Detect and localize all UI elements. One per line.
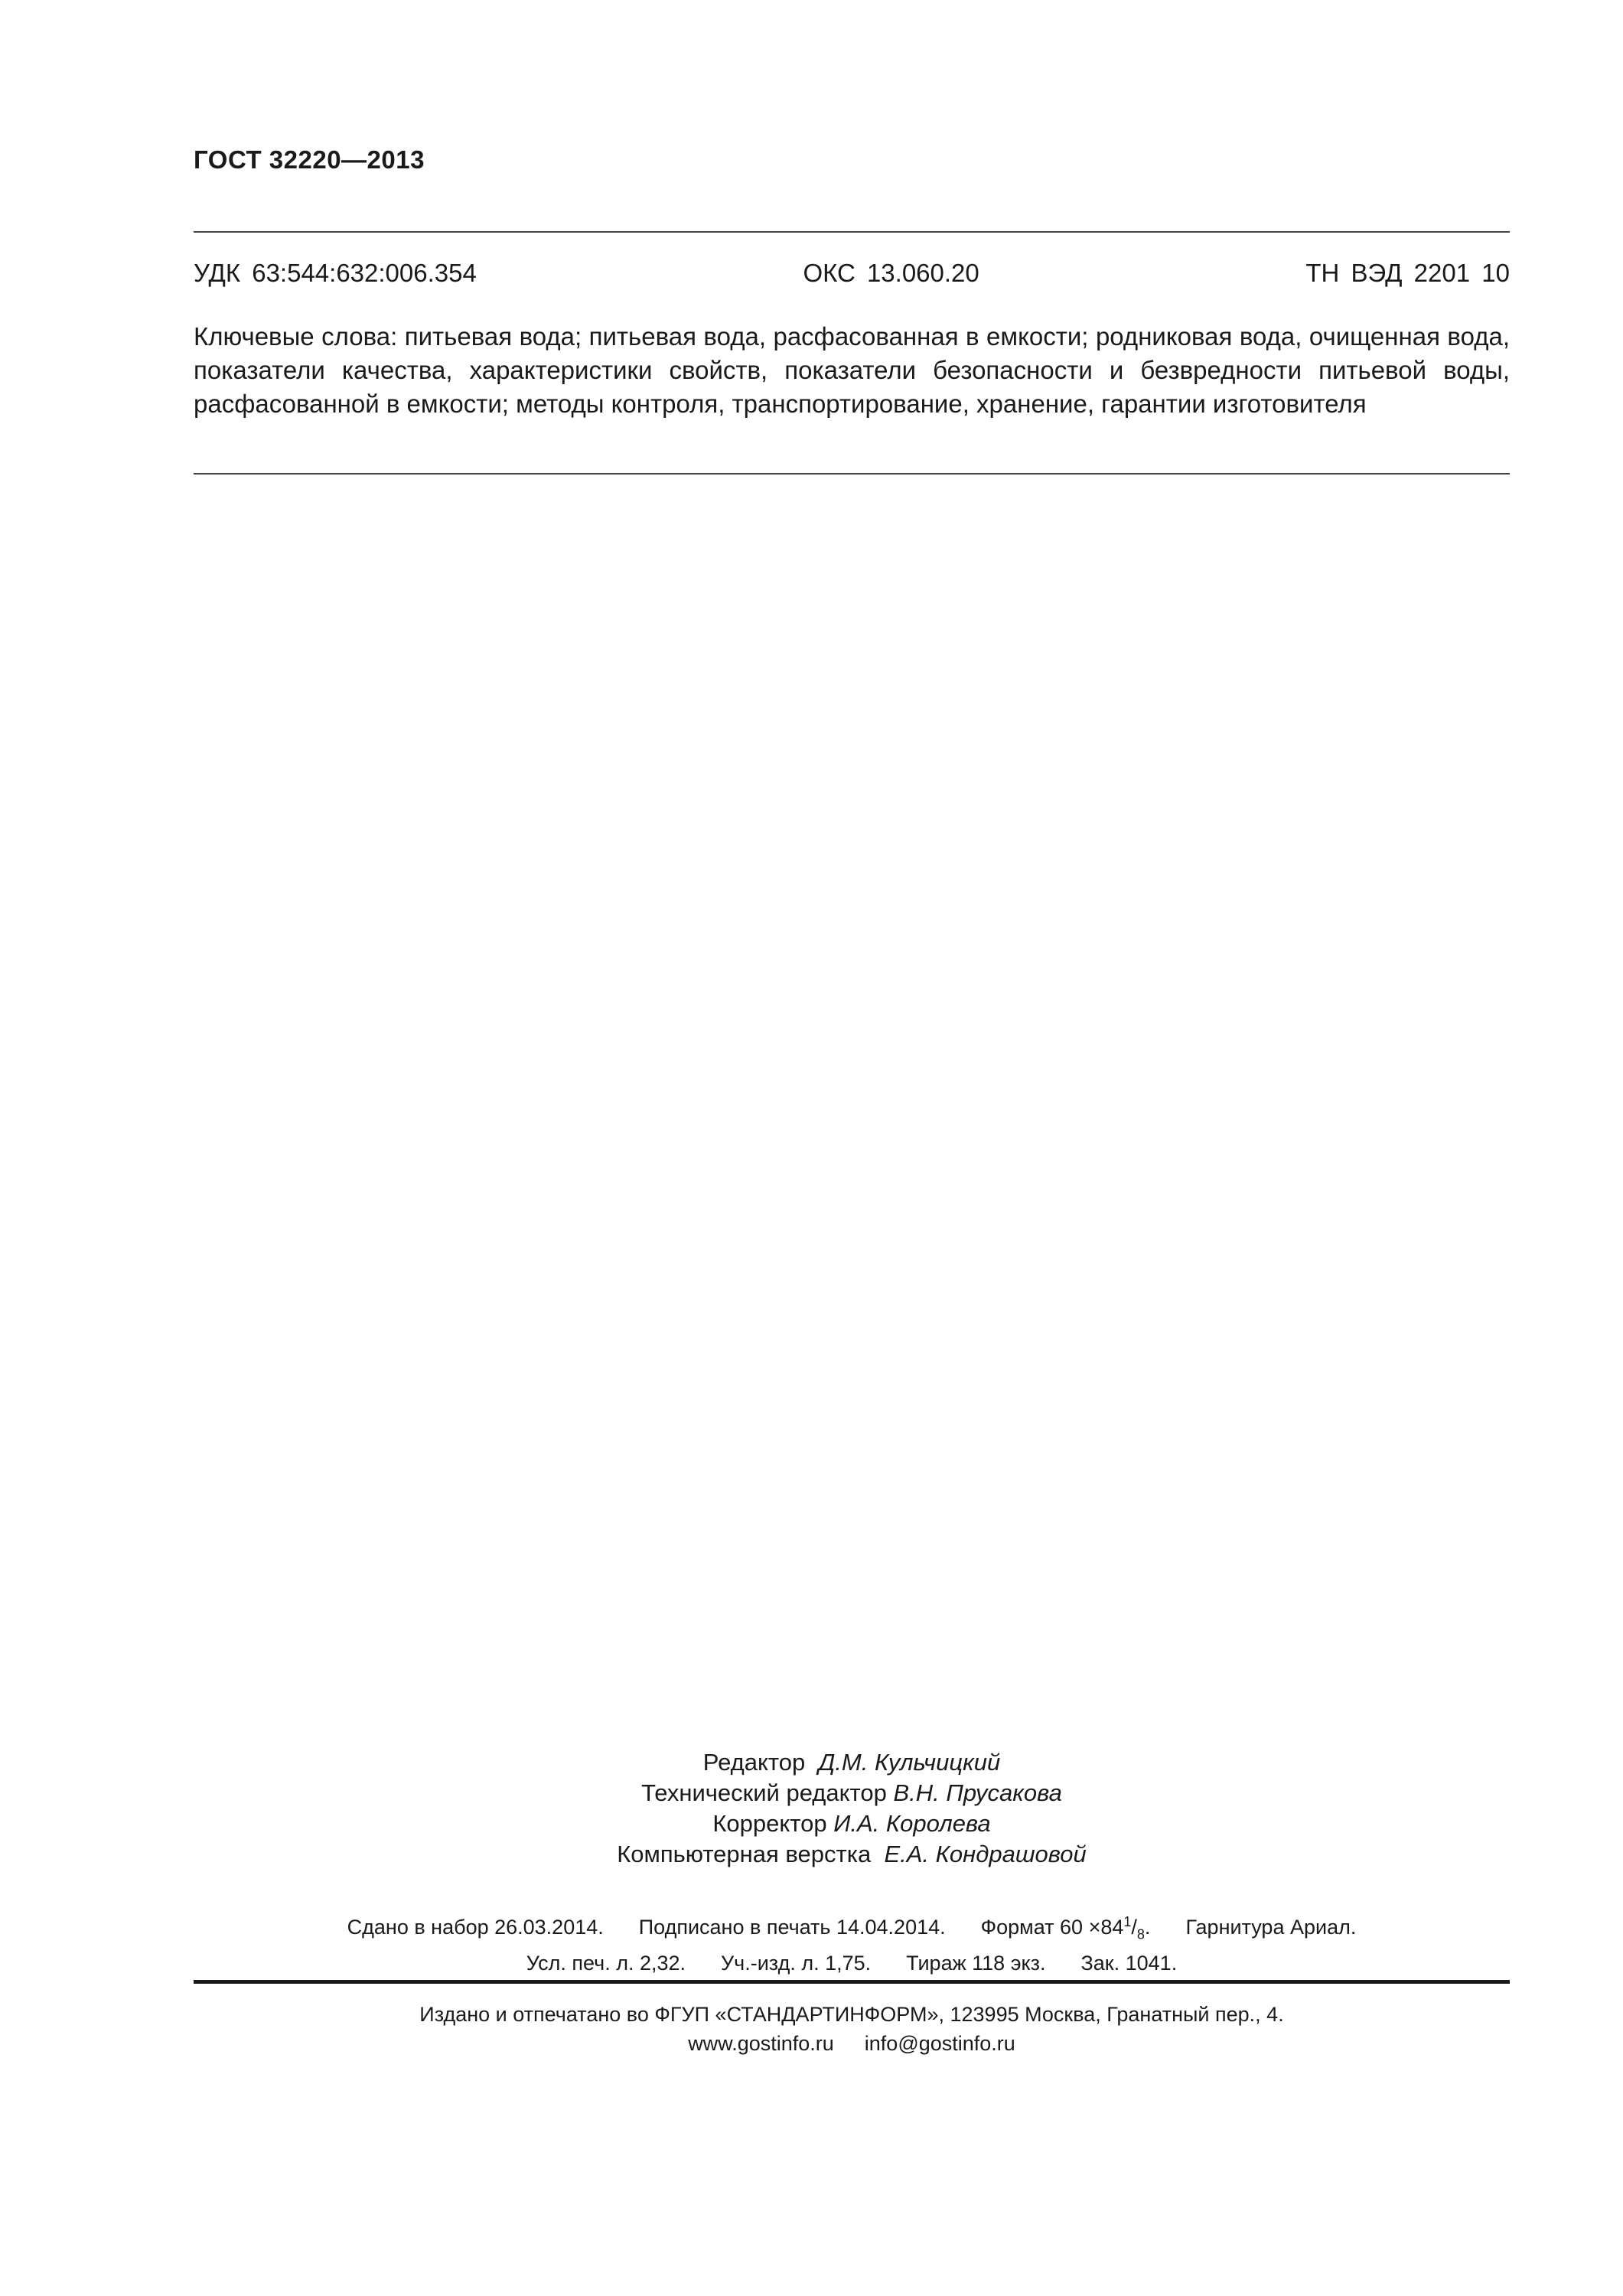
tn-ved-code: ТН ВЭД 2201 10 — [1305, 259, 1510, 287]
publisher-address: Издано и отпечатано во ФГУП «СТАНДАРТИНФОРМ», 123995 Москва, Гранатный пер., 4. — [419, 2003, 1284, 2026]
signed-date: Подписано в печать 14.04.2014. — [638, 1916, 946, 1939]
corrector-label: Корректор — [712, 1810, 827, 1837]
tech-editor-name: В.Н. Прусакова — [893, 1779, 1062, 1806]
submitted-date: Сдано в набор 26.03.2014. — [347, 1916, 604, 1939]
publisher-info — [194, 2000, 1510, 2058]
classification-row — [194, 259, 1510, 288]
staff-credits — [194, 1747, 1510, 1870]
print-sheets: Усл. печ. л. 2,32. — [526, 1952, 686, 1975]
layout-row — [194, 1839, 1510, 1870]
circulation: Тираж 118 экз. — [906, 1952, 1046, 1975]
keywords-paragraph: Ключевые слова: питьевая вода; питьевая вода, расфасованная в емкости; родниковая вода, очищенная вода, показатели качества, характеристики свойств, показатели безопасности и безвредности питьевой воды, расфасованной в емкости; методы контроля, транспортирование, хранение, гарантии изготовителя — [194, 322, 1510, 418]
print-details — [194, 1907, 1510, 1978]
publishing-sheets: Уч.-изд. л. 1,75. — [721, 1952, 872, 1975]
publisher-divider — [194, 1980, 1510, 1984]
tech-editor-row — [194, 1778, 1510, 1808]
udk-code: УДК 63:544:632:006.354 — [194, 259, 477, 287]
keywords-divider — [194, 473, 1510, 475]
layout-name: Е.А. Кондрашовой — [884, 1841, 1087, 1867]
editor-name: Д.М. Кульчицкий — [818, 1749, 1001, 1776]
publisher-website: www.gostinfo.ru — [688, 2032, 834, 2055]
editor-label: Редактор — [702, 1749, 806, 1776]
corrector-row — [194, 1808, 1510, 1839]
document-number: ГОСТ 32220—2013 — [194, 145, 425, 174]
corrector-name: И.А. Королева — [833, 1810, 991, 1837]
publisher-email: info@gostinfo.ru — [864, 2032, 1015, 2055]
paper-format: Формат $60 \times 84^1/_8$. — [980, 1914, 1151, 1942]
publisher-contacts — [194, 2029, 1510, 2058]
layout-label: Компьютерная верстка — [617, 1841, 872, 1867]
print-details-row-1 — [194, 1907, 1510, 1949]
top-divider — [194, 231, 1510, 233]
typeface: Гарнитура Ариал. — [1185, 1916, 1357, 1939]
editor-row — [194, 1747, 1510, 1778]
tech-editor-label: Технический редактор — [641, 1779, 887, 1806]
print-details-row-2 — [194, 1949, 1510, 1978]
oks-code: ОКС 13.060.20 — [803, 259, 979, 287]
order-number: Зак. 1041. — [1080, 1952, 1178, 1975]
